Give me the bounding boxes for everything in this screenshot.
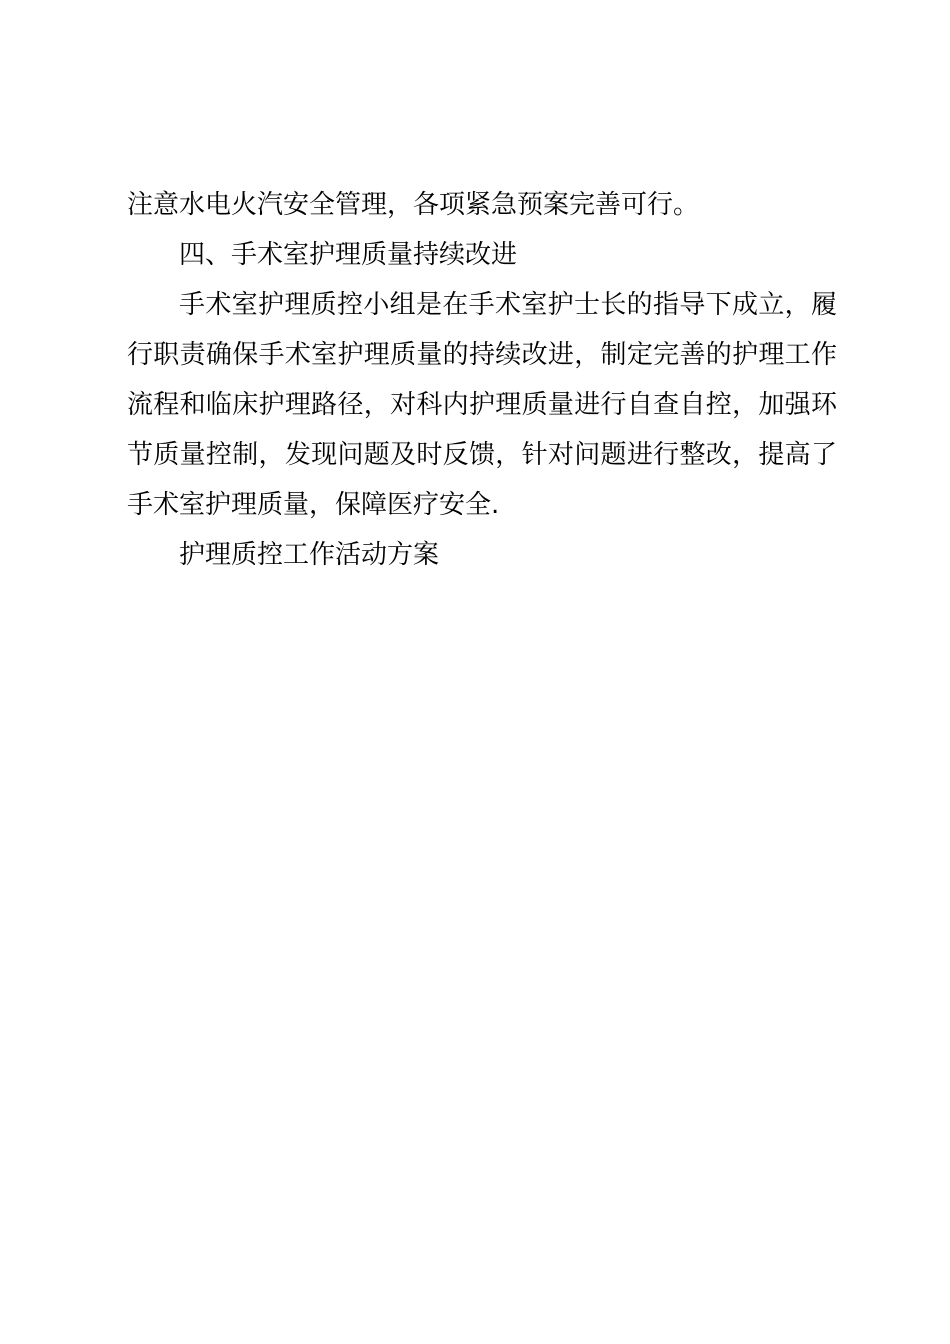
section-heading: 四、手术室护理质量持续改进 — [179, 240, 518, 270]
paragraph-continuation: 注意水电火汽安全管理，各项紧急预案完善可行。 — [127, 190, 700, 220]
paragraph-title: 护理质控工作活动方案 — [179, 540, 440, 570]
document-body — [127, 180, 837, 580]
paragraph-body: 手术室护理质控小组是在手术室护士长的指导下成立，履行职责确保手术室护理质量的持续改进，制定完善的护理工作流程和临床护理路径，对科内护理质量进行自查自控，加强环节质量控制，发现问题及时反馈，针对问题进行整改，提高了手术室护理质量，保障医疗安全. — [127, 290, 837, 520]
